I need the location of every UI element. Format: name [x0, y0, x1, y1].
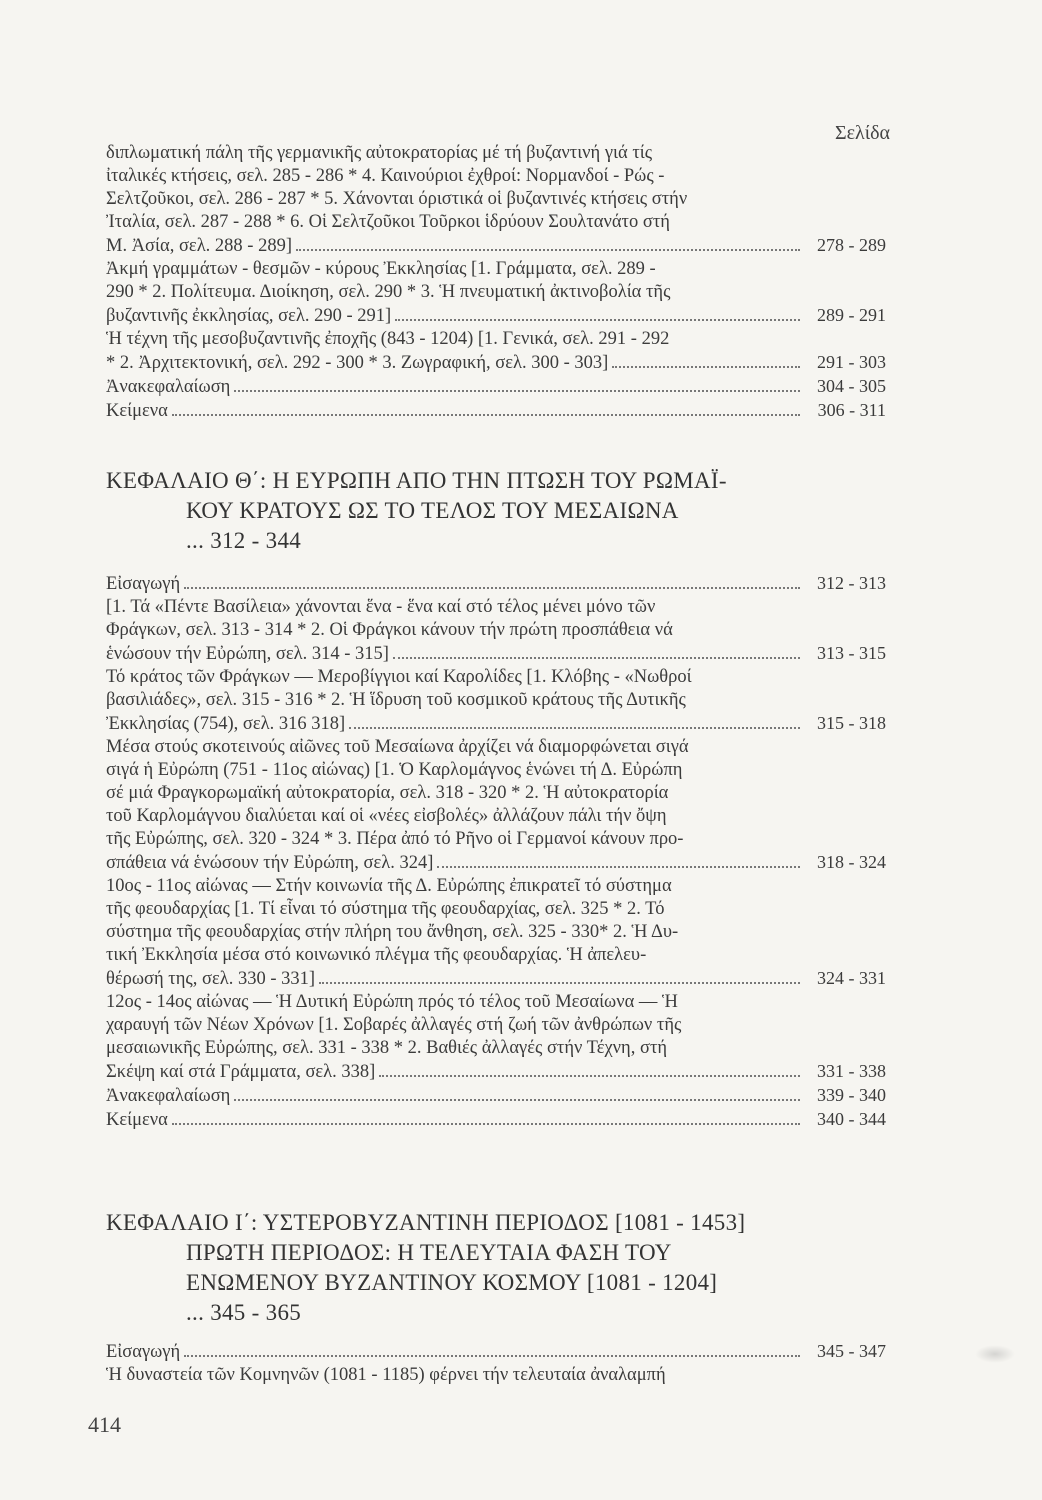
entry-line: τική Ἐκκλησία μέσα στό κοινωνικό πλέγμα τῆς φεουδαρχίας. Ἡ ἀπελευ-: [106, 945, 647, 965]
dot-leader: [234, 1085, 800, 1101]
toc-entry: [106, 142, 886, 234]
toc-entry-leader: [106, 375, 886, 399]
page-range: 312 - 313: [817, 573, 886, 593]
toc-entry-leader: [106, 234, 886, 258]
toc-block-1: [106, 142, 886, 423]
entry-line: 290 * 2. Πολίτευμα. Διοίκηση, σελ. 290 * 3. Ἡ πνευματική ἀκτινοβολία τῆς: [106, 282, 671, 302]
entry-line: Κείμενα: [106, 1110, 168, 1130]
toc-entry-leader: [106, 1108, 886, 1132]
entry-line: διπλωματική πάλη τῆς γερμανικῆς αὐτοκρατορίας μέ τή βυζαντινή γιά τίς: [106, 143, 653, 163]
toc-entry: [106, 328, 886, 351]
dot-leader: [319, 968, 800, 984]
entry-line: 12ος - 14ος αἰώνας — Ἡ Δυτική Εὐρώπη πρός τό τέλος τοῦ Μεσαίωνα — Ἡ: [106, 992, 678, 1012]
entry-line: Ἡ δυναστεία τῶν Κομνηνῶν (1081 - 1185) φέρνει τήν τελευταία ἀναλαμπή: [106, 1365, 666, 1385]
page-range: 313 - 315: [817, 643, 886, 663]
entry-line: ἰταλικές κτήσεις, σελ. 285 - 286 * 4. Καινούριοι ἐχθροί: Νορμανδοί - Ρώς -: [106, 166, 665, 186]
dot-leader: [184, 573, 800, 589]
entry-line: Μέσα στούς σκοτεινούς αἰῶνες τοῦ Μεσαίωνα ἀρχίζει νά διαμορφώνεται σιγά: [106, 737, 689, 757]
entry-line: θέρωσή της, σελ. 330 - 331]: [106, 969, 316, 989]
toc-entry: [106, 1364, 886, 1387]
entry-line: Σκέψη καί στά Γράμματα, σελ. 338]: [106, 1062, 376, 1082]
page-number: 414: [88, 1412, 121, 1437]
toc-entry-leader: [106, 304, 886, 328]
toc-entry: [106, 258, 886, 304]
entry-line: Ἡ τέχνη τῆς μεσοβυζαντινῆς ἐποχῆς (843 - 1204) [1. Γενικά, σελ. 291 - 292: [106, 329, 670, 349]
dot-leader: [393, 643, 800, 659]
page-range: 345 - 347: [817, 1341, 886, 1361]
chapter-page-range: ... 312 - 344: [186, 528, 302, 553]
dot-leader: [395, 305, 800, 321]
toc-entry-leader: [106, 351, 886, 375]
entry-line: τοῦ Καρλομάγνου διαλύεται καί οἱ «νέες εἰσβολές» ἀλλάζουν πάλι τήν ὄψη: [106, 806, 667, 826]
page-range: 339 - 340: [817, 1085, 886, 1105]
page-range: 289 - 291: [817, 305, 886, 325]
toc-entry-leader: [106, 967, 886, 991]
toc-entry-leader: [106, 572, 886, 596]
entry-line: Ἀκμή γραμμάτων - θεσμῶν - κύρους Ἐκκλησίας [1. Γράμματα, σελ. 289 -: [106, 259, 656, 279]
toc-entry-leader: [106, 399, 886, 423]
dot-leader: [234, 376, 800, 392]
chapter-title-line: ΠΡΩΤΗ ΠΕΡΙΟΔΟΣ: Η ΤΕΛΕΥΤΑΙΑ ΦΑΣΗ ΤΟΥ: [186, 1240, 672, 1265]
toc-block-2: [106, 572, 886, 1132]
toc-entry-leader: [106, 1340, 886, 1364]
page-range: 304 - 305: [817, 376, 886, 396]
page-range: 306 - 311: [817, 400, 886, 420]
chapter-title-line: ΚΕΦΑΛΑΙΟ Θ΄: Η ΕΥΡΩΠΗ ΑΠΟ ΤΗΝ ΠΤΩΣΗ ΤΟΥ ΡΩΜΑΪ-: [106, 468, 727, 493]
entry-line: βυζαντινῆς ἐκκλησίας, σελ. 290 - 291]: [106, 306, 392, 326]
entry-line: σέ μιά Φραγκορωμαϊκή αὐτοκρατορία, σελ. 318 - 320 * 2. Ἡ αὐτοκρατορία: [106, 783, 669, 803]
entry-line: 10ος - 11ος αἰώνας — Στήν κοινωνία τῆς Δ. Εὐρώπης ἐπικρατεῖ τό σύστημα: [106, 876, 672, 896]
dot-leader: [172, 1109, 800, 1125]
entry-line: χαραυγή τῶν Νέων Χρόνων [1. Σοβαρές ἀλλαγές στή ζωή τῶν ἀνθρώπων τῆς: [106, 1015, 682, 1035]
entry-line: Κείμενα: [106, 401, 168, 421]
entry-line: Σελτζοῦκοι, σελ. 286 - 287 * 5. Χάνονται όριστικά οἱ βυζαντινές κτήσεις στήν: [106, 189, 688, 209]
dot-leader: [379, 1061, 800, 1077]
entry-line: * 2. Ἀρχιτεκτονική, σελ. 292 - 300 * 3. Ζωγραφική, σελ. 300 - 303]: [106, 353, 609, 373]
entry-line: Εἰσαγωγή: [106, 574, 181, 594]
entry-line: Τό κράτος τῶν Φράγκων — Μεροβίγγιοι καί Καρολίδες [1. Κλόβης - «Νωθροί: [106, 667, 692, 687]
dot-leader: [296, 235, 800, 251]
chapter-page-range: ... 345 - 365: [186, 1300, 302, 1325]
page-range: 318 - 324: [817, 852, 886, 872]
entry-line: σπάθεια νά ἑνώσουν τήν Εὐρώπη, σελ. 324]: [106, 853, 434, 873]
page-range: 291 - 303: [817, 352, 886, 372]
toc-entry: [106, 875, 886, 967]
toc-entry: [106, 666, 886, 712]
entry-line: Ἐκκλησίας (754), σελ. 316 318]: [106, 714, 346, 734]
entry-line: βασιλιάδες», σελ. 315 - 316 * 2. Ἡ ἵδρυση τοῦ κοσμικοῦ κράτους τῆς Δυτικῆς: [106, 690, 686, 710]
page-range: 340 - 344: [817, 1109, 886, 1129]
entry-line: μεσαιωνικῆς Εὐρώπης, σελ. 331 - 338 * 2. Βαθιές ἀλλαγές στήν Τέχνη, στή: [106, 1038, 668, 1058]
dot-leader: [184, 1341, 800, 1357]
page-range: 278 - 289: [817, 235, 886, 255]
toc-entry-leader: [106, 712, 886, 736]
entry-line: τῆς φεουδαρχίας [1. Τί εἶναι τό σύστημα τῆς φεουδαρχίας, σελ. 325 * 2. Τό: [106, 899, 665, 919]
page-range: 324 - 331: [817, 968, 886, 988]
entry-line: ἑνώσουν τήν Εὐρώπη, σελ. 314 - 315]: [106, 644, 389, 664]
page-range: 315 - 318: [817, 713, 886, 733]
entry-line: Ἰταλία, σελ. 287 - 288 * 6. Οἱ Σελτζοῦκοι Τοῦρκοι ἱδρύουν Σουλτανάτο στή: [106, 212, 670, 232]
toc-entry-leader: [106, 642, 886, 666]
chapter-title-line: ΕΝΩΜΕΝΟΥ ΒΥΖΑΝΤΙΝΟΥ ΚΟΣΜΟΥ [1081 - 1204]: [186, 1270, 718, 1295]
entry-line: Ἀνακεφαλαίωση: [106, 1086, 231, 1106]
chapter-heading: [106, 466, 896, 556]
toc-entry-leader: [106, 851, 886, 875]
dot-leader: [349, 713, 800, 729]
dot-leader: [612, 352, 800, 368]
toc-entry-leader: [106, 1084, 886, 1108]
page-column-heading: Σελίδα: [834, 122, 890, 144]
ink-smudge: [975, 1345, 1015, 1363]
dot-leader: [172, 400, 800, 416]
entry-line: Εἰσαγωγή: [106, 1342, 181, 1362]
toc-entry-leader: [106, 1060, 886, 1084]
chapter-title-line: ΚΟΥ ΚΡΑΤΟΥΣ ΩΣ ΤΟ ΤΕΛΟΣ ΤΟΥ ΜΕΣΑΙΩΝΑ: [186, 498, 679, 523]
entry-line: Ἀνακεφαλαίωση: [106, 377, 231, 397]
entry-line: σύστημα τῆς φεουδαρχίας στήν πλήρη του ἄνθηση, σελ. 325 - 330* 2. Ἡ Δυ-: [106, 922, 679, 942]
chapter-title-line: ΚΕΦΑΛΑΙΟ Ι΄: ΥΣΤΕΡΟΒΥΖΑΝΤΙΝΗ ΠΕΡΙΟΔΟΣ [1081 - 1453]: [106, 1210, 746, 1235]
toc-entry: [106, 991, 886, 1060]
toc-entry: [106, 736, 886, 851]
entry-line: Μ. Ἀσία, σελ. 288 - 289]: [106, 236, 292, 256]
toc-entry: [106, 596, 886, 642]
entry-line: τῆς Εὐρώπης, σελ. 320 - 324 * 3. Πέρα ἀπό τό Ρῆνο οἱ Γερμανοί κάνουν προ-: [106, 829, 684, 849]
chapter-heading: [106, 1208, 896, 1328]
entry-line: Φράγκων, σελ. 313 - 314 * 2. Οἱ Φράγκοι κάνουν τήν πρώτη προσπάθεια νά: [106, 620, 673, 640]
entry-line: [1. Τά «Πέντε Βασίλεια» χάνονται ἕνα - ἕνα καί στό τέλος μένει μόνο τῶν: [106, 597, 656, 617]
entry-line: σιγά ἡ Εὐρώπη (751 - 11ος αἰώνας) [1. Ὁ Καρλομάγνος ἑνώνει τή Δ. Εὐρώπη: [106, 760, 683, 780]
dot-leader: [437, 852, 800, 868]
page-range: 331 - 338: [817, 1061, 886, 1081]
toc-block-3: [106, 1340, 886, 1387]
